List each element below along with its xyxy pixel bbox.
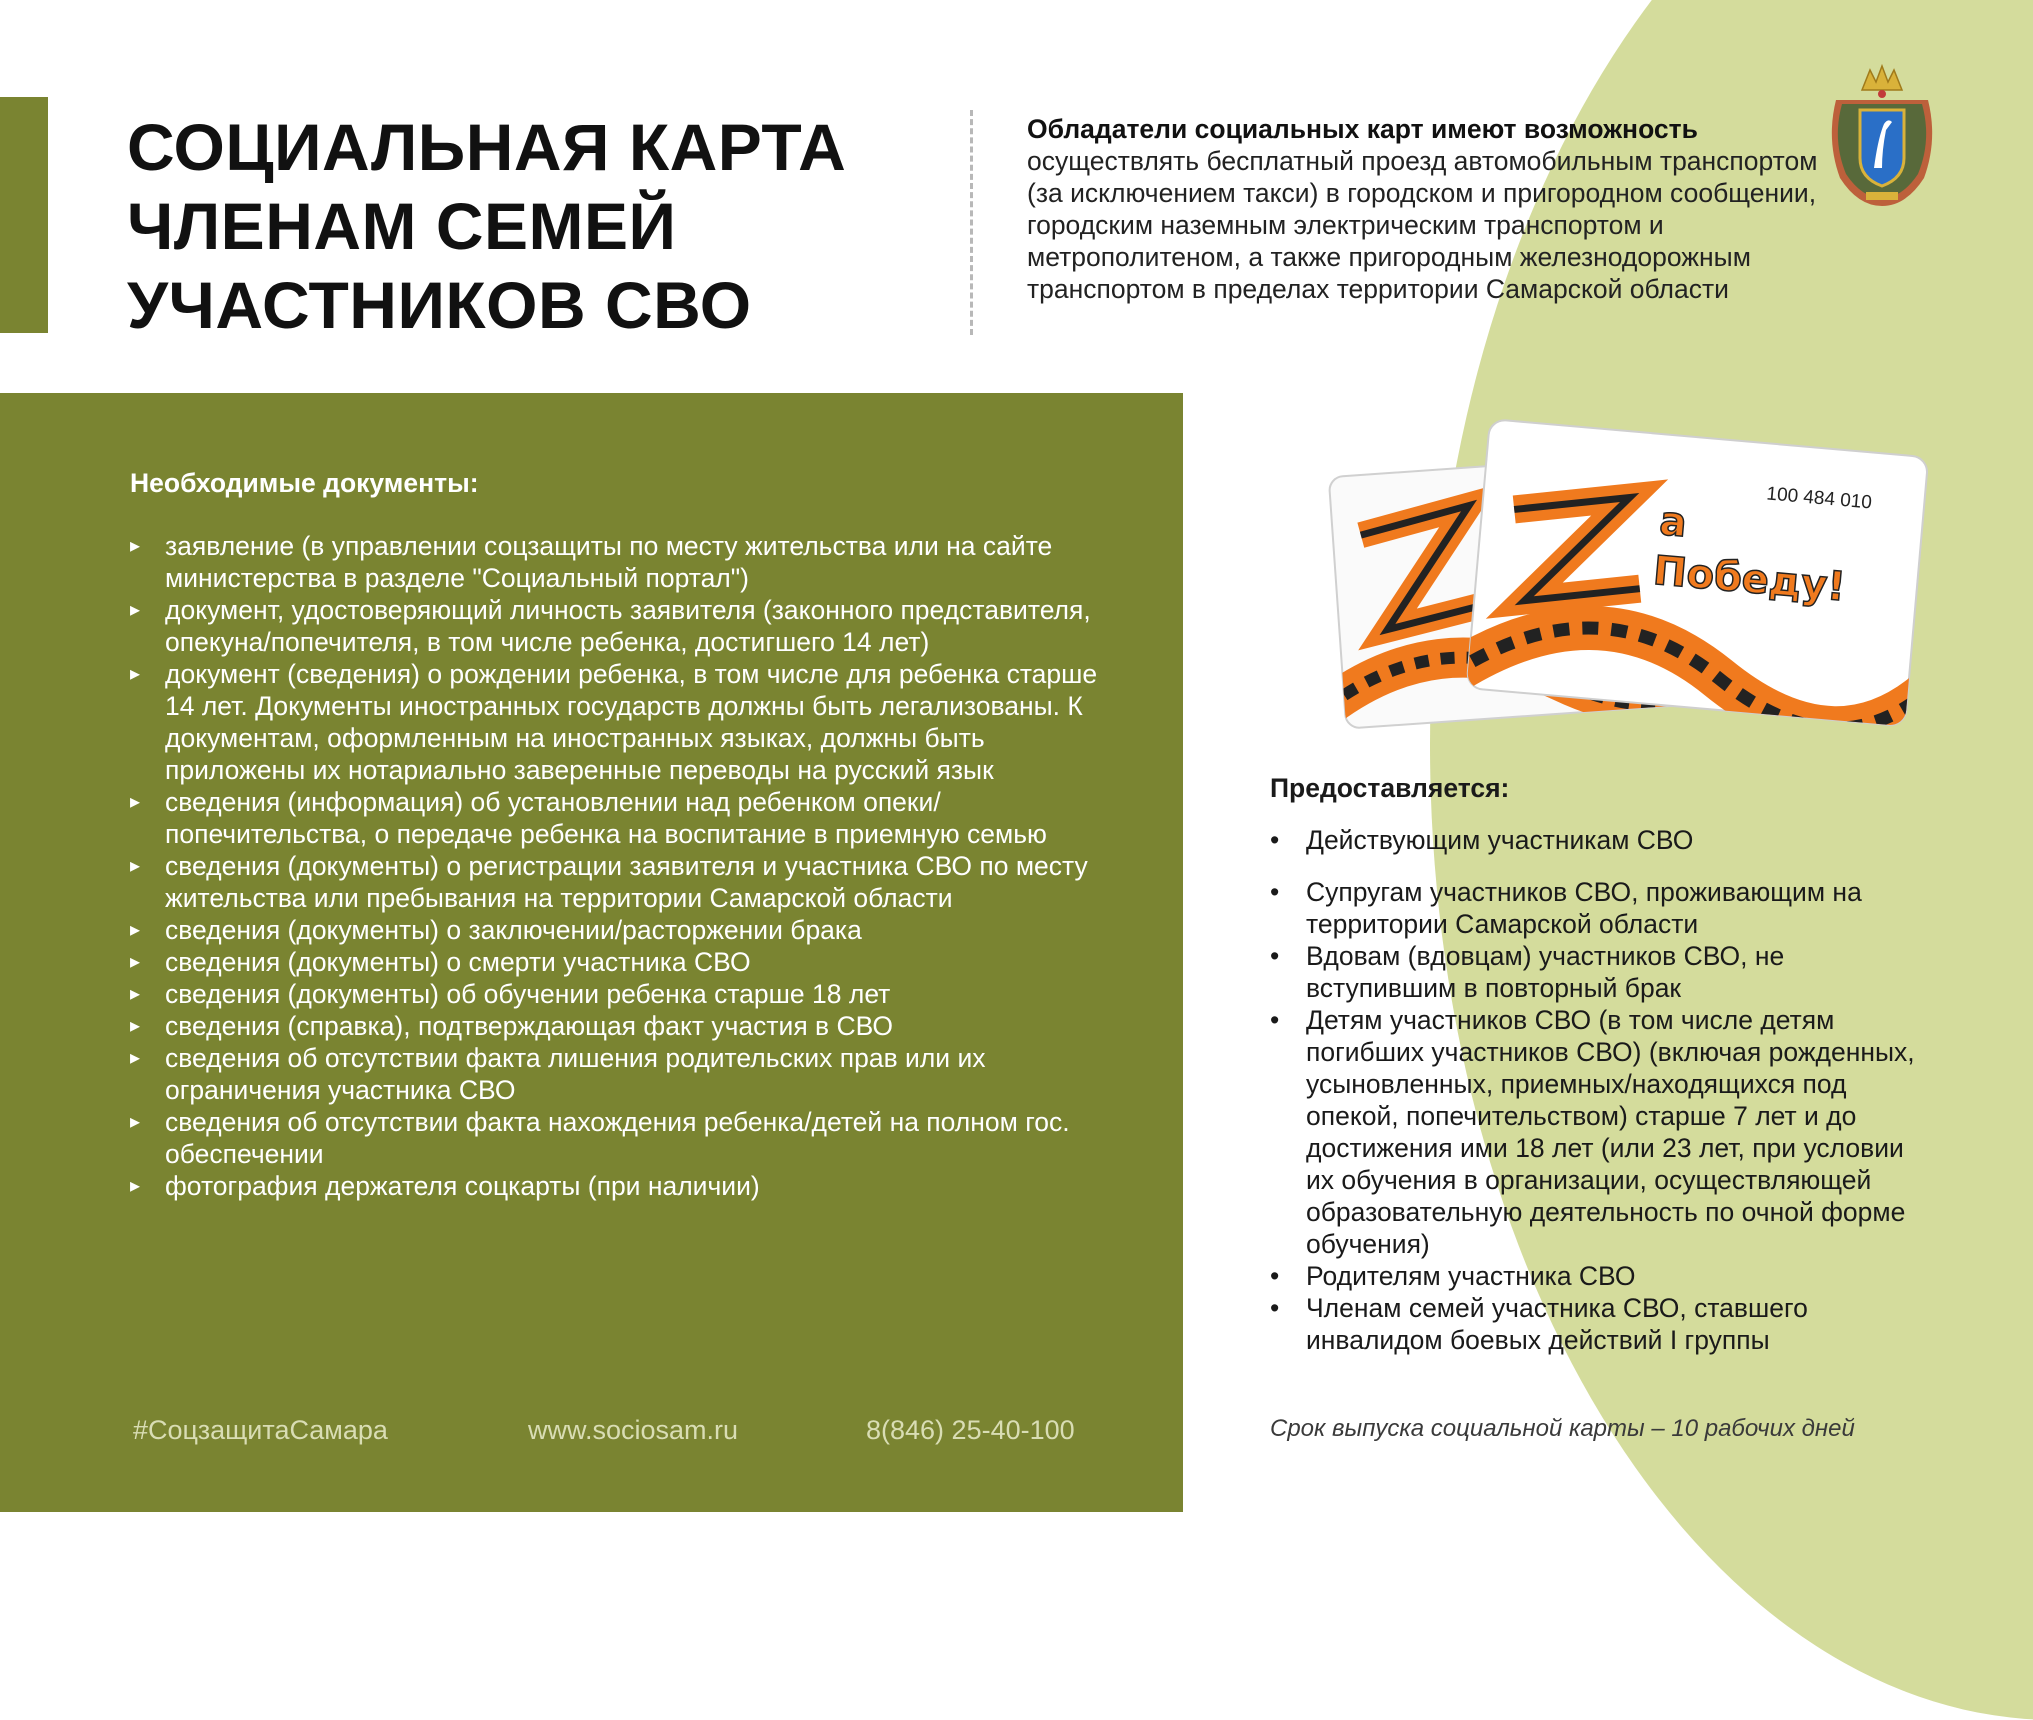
title-line: ЧЛЕНАМ СЕМЕЙ xyxy=(127,189,677,263)
list-item: ▸ документ, удостоверяющий личность заявителя (законного представителя, опекуна/попечителя, в том числе ребенка, достигшего 14 лет) xyxy=(130,594,1130,658)
documents-heading: Необходимые документы: xyxy=(130,468,479,498)
list-item: • Вдовам (вдовцам) участников СВО, не вступившим в повторный брак xyxy=(1270,940,1930,1004)
website-link[interactable]: www.sociosam.ru xyxy=(528,1415,739,1445)
intro-text: осуществлять бесплатный проезд автомобильным транспортом (за исключением такси) в городском и пригородном сообщении, городским наземным электрическим транспортом и метрополитеном, а также пригородным железнодорожным транспортом в пределах территории Самарской области xyxy=(1027,146,1818,304)
list-item: ▸ сведения (справка), подтверждающая факт участия в СВО xyxy=(130,1010,1130,1042)
card-number: 100 484 010 xyxy=(1765,483,1873,514)
list-item: • Родителям участника СВО xyxy=(1270,1260,1930,1292)
social-cards-illustration xyxy=(1325,405,1965,775)
issue-term-note: Срок выпуска социальной карты – 10 рабочих дней xyxy=(1270,1415,1855,1442)
list-item: ▸ сведения (информация) об установлении над ребенком опеки/попечительства, о передаче ребенка на воспитание в приемную семью xyxy=(130,786,1130,850)
list-item: • Детям участников СВО (в том числе детям погибших участников СВО) (включая рожденных, усыновленных, приемных/находящихся под опекой, попечительством) старше 7 лет и до достижения ими 18 лет (или 23 лет, при условии их обучения в организации, осуществляющей образовательную деятельность по очной форме обучения) xyxy=(1270,1004,1930,1260)
intro-paragraph xyxy=(1027,113,1827,305)
card-slogan-line1: а xyxy=(1657,498,1689,547)
front-card xyxy=(1446,417,1958,737)
documents-list xyxy=(130,530,1130,1202)
list-item: ▸ сведения об отсутствии факта лишения родительских прав или их ограничения участника СВО xyxy=(130,1042,1130,1106)
accent-bar xyxy=(0,97,48,333)
hashtag: #СоцзащитаСамара xyxy=(133,1415,388,1445)
list-item: ▸ сведения об отсутствии факта нахождения ребенка/детей на полном гос. обеспечении xyxy=(130,1106,1130,1170)
list-item: ▸ сведения (документы) о смерти участника СВО xyxy=(130,946,1130,978)
list-item: • Действующим участникам СВО xyxy=(1270,824,1930,856)
list-item: ▸ сведения (документы) о заключении/расторжении брака xyxy=(130,914,1130,946)
list-item: ▸ заявление (в управлении соцзащиты по месту жительства или на сайте министерства в разделе "Социальный портал") xyxy=(130,530,1130,594)
intro-lead: Обладатели социальных карт имеют возможность xyxy=(1027,114,1698,144)
title-line: СОЦИАЛЬНАЯ КАРТА xyxy=(127,110,847,184)
page-title xyxy=(127,108,846,345)
list-item: • Супругам участников СВО, проживающим на территории Самарской области xyxy=(1270,876,1930,940)
list-item: ▸ фотография держателя соцкарты (при наличии) xyxy=(130,1170,1130,1202)
list-item: • Членам семей участника СВО, ставшего инвалидом боевых действий I группы xyxy=(1270,1292,1930,1356)
dashed-divider xyxy=(970,110,973,335)
list-item: ▸ документ (сведения) о рождении ребенка, в том числе для ребенка старше 14 лет. Документы иностранных государств должны быть легализованы. К документам, оформленным на иностранных языках, должны быть приложены их нотариально заверенные переводы на русский язык xyxy=(130,658,1130,786)
list-item: ▸ сведения (документы) об обучении ребенка старше 18 лет xyxy=(130,978,1130,1010)
provided-heading: Предоставляется: xyxy=(1270,773,1510,803)
card-slogan-line2: Победу! xyxy=(1651,547,1848,611)
list-item: ▸ сведения (документы) о регистрации заявителя и участника СВО по месту жительства или пребывания на территории Самарской области xyxy=(130,850,1130,914)
title-line: УЧАСТНИКОВ СВО xyxy=(127,268,752,342)
phone-number: 8(846) 25-40-100 xyxy=(866,1415,1075,1445)
samara-coat-of-arms-icon xyxy=(1822,60,1942,210)
provided-list xyxy=(1270,824,1930,1356)
